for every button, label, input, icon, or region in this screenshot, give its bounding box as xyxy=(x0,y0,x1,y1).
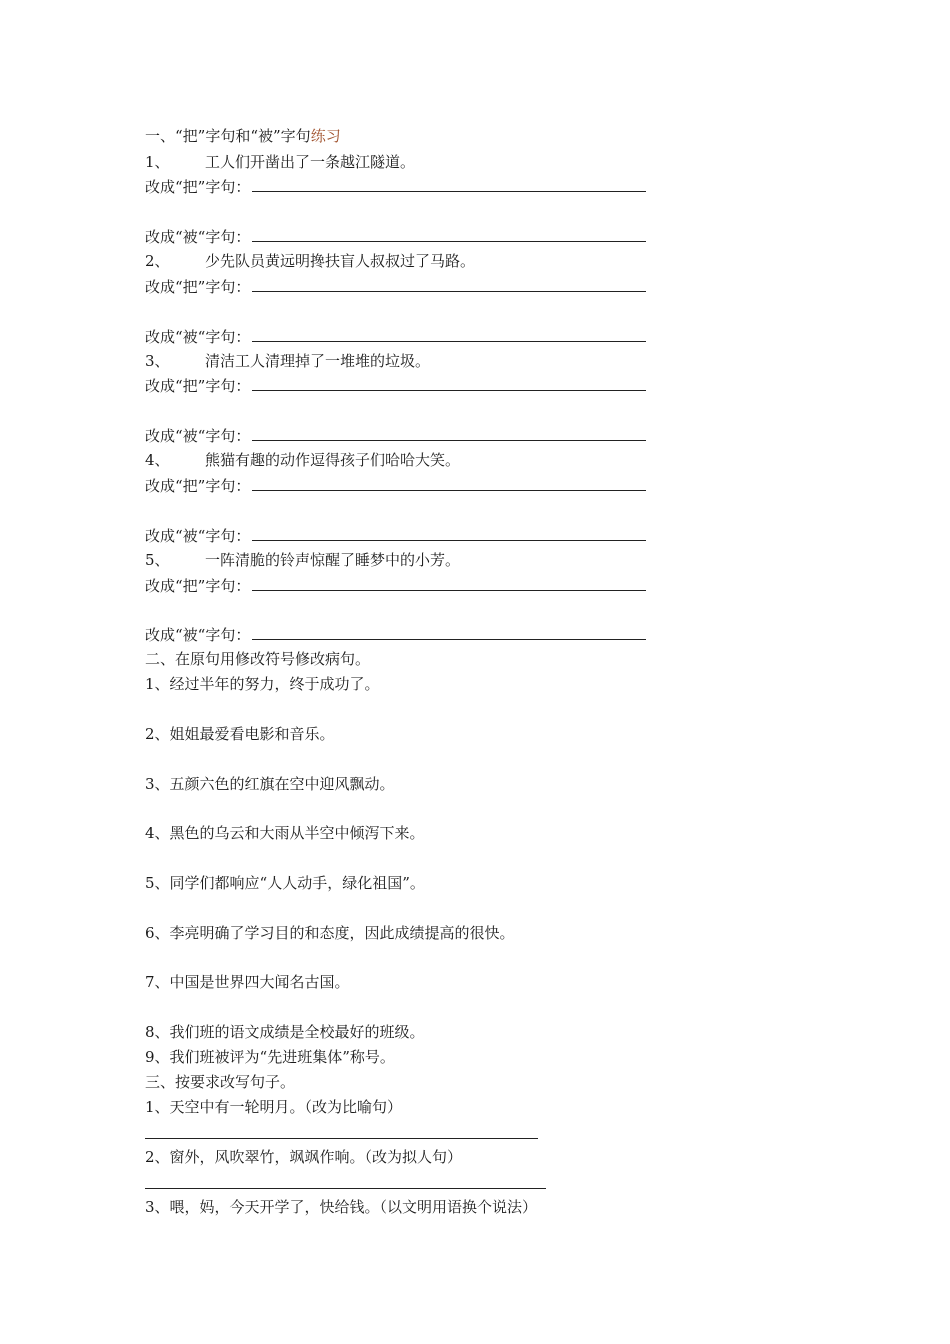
s2-item-6: 6、李亮明确了学习目的和态度，因此成绩提高的很快。 xyxy=(145,924,515,942)
section1-title xyxy=(145,125,341,147)
answer-blank[interactable] xyxy=(252,175,646,192)
section1-title-accent: 练习 xyxy=(310,127,341,145)
answer-blank[interactable] xyxy=(252,424,646,441)
answer-blank[interactable] xyxy=(252,474,646,491)
s2-item-8: 8、我们班的语文成绩是全校最好的班级。 xyxy=(145,1023,425,1041)
s2-item-7: 7、中国是世界四大闻名古国。 xyxy=(145,973,350,991)
s1-item-number: 4、 xyxy=(145,451,170,469)
s1-item-sentence: 少先队员黄远明搀扶盲人叔叔过了马路。 xyxy=(205,252,476,270)
section2-title: 二、在原句用修改符号修改病句。 xyxy=(145,650,371,668)
s1-item-sentence: 熊猫有趣的动作逗得孩子们哈哈大笑。 xyxy=(205,451,461,469)
s1-item-2-ba-row xyxy=(145,275,646,297)
s2-item-2: 2、姐姐最爱看电影和音乐。 xyxy=(145,725,335,743)
s1-item-2 xyxy=(145,250,475,272)
s1-item-3-ba-row xyxy=(145,374,646,396)
answer-blank[interactable] xyxy=(252,325,646,342)
answer-blank[interactable] xyxy=(252,225,646,242)
s2-item-5: 5、同学们都响应“人人动手，绿化祖国”。 xyxy=(145,874,425,892)
s1-item-5-ba-row xyxy=(145,574,646,596)
answer-blank[interactable] xyxy=(252,374,646,391)
s1-item-number: 1、 xyxy=(145,153,170,171)
s2-item-3: 3、五颜六色的红旗在空中迎风飘动。 xyxy=(145,775,395,793)
s1-item-4-ba-row xyxy=(145,474,646,496)
s1-item-number: 5、 xyxy=(145,551,170,569)
answer-blank[interactable] xyxy=(252,275,646,292)
section1-title-main: 一、“把”字句和“被”字句 xyxy=(145,127,311,145)
answer-blank[interactable] xyxy=(252,524,646,541)
section3-title: 三、按要求改写句子。 xyxy=(145,1073,296,1091)
bei-label: 改成“被“字句： xyxy=(145,228,251,246)
ba-label: 改成“把”字句： xyxy=(145,278,251,296)
s2-item-1: 1、经过半年的努力，终于成功了。 xyxy=(145,675,380,693)
s1-item-number: 2、 xyxy=(145,252,170,270)
s3-item-3: 3、喂，妈，今天开学了，快给钱。（以文明用语换个说法） xyxy=(145,1198,538,1216)
s1-item-3-bei-row xyxy=(145,424,646,446)
answer-blank[interactable] xyxy=(252,574,646,591)
s1-item-number: 3、 xyxy=(145,352,170,370)
s1-item-3 xyxy=(145,350,430,372)
bei-label: 改成“被“字句： xyxy=(145,328,251,346)
bei-label: 改成“被“字句： xyxy=(145,427,251,445)
answer-line[interactable] xyxy=(145,1138,538,1139)
s1-item-1-ba-row xyxy=(145,175,646,197)
s1-item-5 xyxy=(145,549,460,571)
bei-label: 改成“被“字句： xyxy=(145,527,251,545)
s1-item-sentence: 一阵清脆的铃声惊醒了睡梦中的小芳。 xyxy=(205,551,461,569)
s3-item-1: 1、天空中有一轮明月。（改为比喻句） xyxy=(145,1098,403,1116)
s1-item-sentence: 工人们开凿出了一条越江隧道。 xyxy=(205,153,416,171)
ba-label: 改成“把”字句： xyxy=(145,477,251,495)
ba-label: 改成“把”字句： xyxy=(145,577,251,595)
s1-item-1 xyxy=(145,151,415,173)
bei-label: 改成“被“字句： xyxy=(145,626,251,644)
ba-label: 改成“把”字句： xyxy=(145,377,251,395)
ba-label: 改成“把”字句： xyxy=(145,178,251,196)
s1-item-sentence: 清洁工人清理掉了一堆堆的垃圾。 xyxy=(205,352,431,370)
s3-item-2: 2、窗外，风吹翠竹，飒飒作响。（改为拟人句） xyxy=(145,1148,463,1166)
s1-item-1-bei-row xyxy=(145,225,646,247)
s2-item-4: 4、黑色的乌云和大雨从半空中倾泻下来。 xyxy=(145,824,425,842)
answer-line[interactable] xyxy=(145,1188,546,1189)
s1-item-4-bei-row xyxy=(145,524,646,546)
s1-item-4 xyxy=(145,449,460,471)
s1-item-5-bei-row xyxy=(145,623,646,645)
s1-item-2-bei-row xyxy=(145,325,646,347)
answer-blank[interactable] xyxy=(252,623,646,640)
s2-item-9: 9、我们班被评为“先进班集体”称号。 xyxy=(145,1048,395,1066)
